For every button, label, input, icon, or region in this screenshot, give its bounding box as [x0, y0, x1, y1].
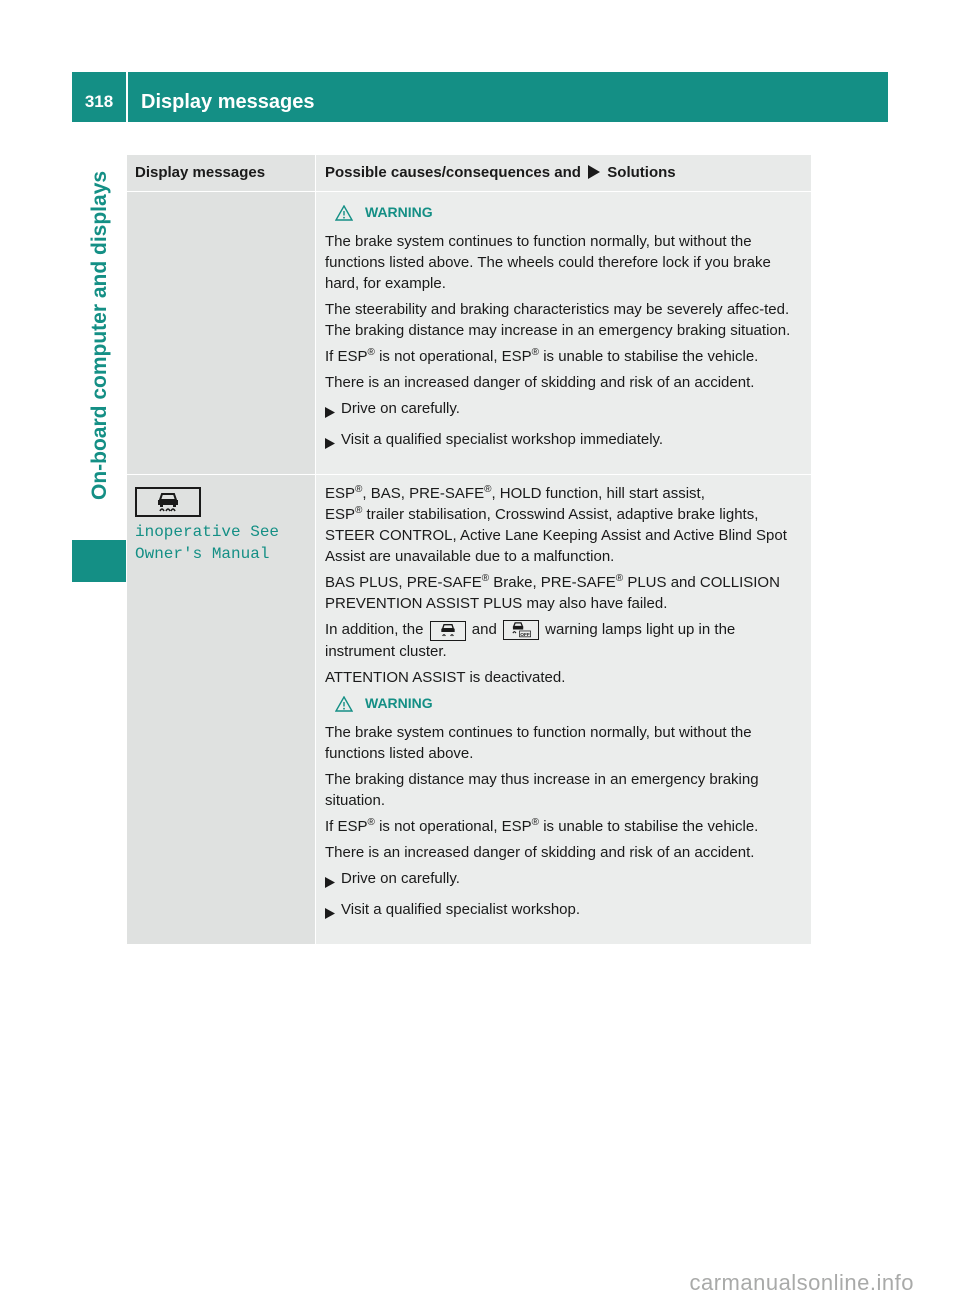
action-text: Drive on carefully. [341, 870, 460, 887]
action-item [325, 899, 803, 925]
registered-mark: ® [367, 817, 375, 828]
display-messages-table [127, 155, 811, 944]
text-fragment: is not operational, ESP [374, 818, 532, 835]
warning-triangle-icon [335, 696, 353, 712]
action-item [325, 868, 803, 894]
text-fragment: Brake, PRE-SAFE [489, 574, 616, 591]
header-divider [126, 72, 128, 122]
action-arrow-icon [325, 429, 341, 455]
text-fragment: In addition, the [325, 621, 424, 638]
registered-mark: ® [615, 573, 624, 584]
text-fragment: and [471, 621, 497, 638]
text-fragment: BAS PLUS, PRE-SAFE [325, 574, 482, 591]
action-arrow-icon [325, 868, 341, 894]
paragraph: ATTENTION ASSIST is deactivated. [325, 669, 566, 686]
text-fragment: is unable to stabilise the vehicle. [539, 348, 759, 365]
table-row [127, 474, 811, 944]
text-fragment: warning lamps light up in the instrument cluster. [325, 621, 736, 660]
registered-mark: ® [481, 573, 490, 584]
text-fragment: is not operational, ESP [374, 348, 532, 365]
display-message-cell [127, 192, 315, 474]
solution-arrow-icon [587, 165, 601, 179]
side-tab-label: On-board computer and displays [88, 170, 111, 500]
paragraph [325, 483, 803, 567]
display-message-line: Owner's Manual [135, 545, 270, 563]
side-tab-marker [72, 540, 126, 582]
paragraph: The steerability and braking characteristics may be severely affec-ted. The braking distance may increase in an emergency braking situation. [325, 301, 791, 339]
text-fragment: , BAS, PRE-SAFE [362, 485, 485, 502]
registered-mark: ® [355, 505, 363, 516]
display-message-cell [127, 475, 315, 944]
paragraph: There is an increased danger of skidding and risk of an accident. [325, 844, 755, 861]
text-fragment: ESP [325, 485, 356, 502]
action-text: Drive on carefully. [341, 400, 460, 417]
registered-mark: ® [531, 347, 540, 358]
watermark: carmanualsonline.info [689, 1270, 914, 1295]
action-text: Visit a qualified specialist workshop. [341, 901, 581, 918]
action-arrow-icon [325, 899, 341, 925]
paragraph [325, 346, 803, 367]
action-arrow-icon [325, 398, 341, 424]
text-fragment: ESP [325, 506, 356, 523]
causes-cell [315, 475, 811, 944]
text-fragment: trailer stabilisation, Crosswind Assist, adaptive brake lights, STEER CONTROL, Active Lane Keeping Assist and Active Blind Spot Assist are unavailable due to a malfunction. [325, 506, 787, 565]
paragraph [325, 619, 803, 662]
paragraph: The braking distance may thus increase in an emergency braking situation. [325, 771, 759, 809]
text-fragment: PLUS and COLLISION PREVENTION ASSIST PLUS may also have failed. [325, 574, 780, 612]
text-fragment: If ESP [325, 818, 368, 835]
warning-label: WARNING [365, 695, 433, 711]
column-header-causes-text: Possible causes/consequences and [325, 164, 581, 181]
registered-mark: ® [355, 484, 363, 495]
column-header-causes [315, 155, 811, 191]
page-title: Display messages [141, 91, 315, 113]
warning-heading [325, 693, 803, 714]
paragraph: The brake system continues to function normally, but without the functions listed above. [325, 724, 752, 762]
warning-triangle-icon [335, 205, 353, 221]
text-fragment: is unable to stabilise the vehicle. [539, 818, 759, 835]
warning-heading [325, 202, 803, 223]
causes-cell [315, 192, 811, 474]
column-header-solutions-text: Solutions [607, 164, 676, 181]
action-text: Visit a qualified specialist workshop immediately. [341, 431, 664, 448]
warning-label: WARNING [365, 204, 433, 220]
paragraph [325, 572, 803, 614]
text-fragment: , HOLD function, hill start assist, [491, 485, 705, 502]
svg-text:OFF: OFF [520, 632, 530, 638]
display-message-line: inoperative See [135, 523, 280, 541]
paragraph: There is an increased danger of skidding and risk of an accident. [325, 374, 755, 391]
esp-warning-icon [135, 487, 201, 517]
action-item [325, 429, 803, 455]
registered-mark: ® [531, 817, 540, 828]
esp-off-lamp-icon [503, 620, 539, 640]
action-item [325, 398, 803, 424]
column-header-display: Display messages [127, 155, 315, 191]
registered-mark: ® [367, 347, 375, 358]
page-number: 318 [84, 92, 114, 111]
table-header [127, 155, 811, 191]
registered-mark: ® [484, 484, 492, 495]
paragraph [325, 816, 803, 837]
page-header [72, 72, 888, 122]
esp-lamp-icon [430, 621, 466, 641]
paragraph: The brake system continues to function normally, but without the functions listed above. The wheels could therefore lock if you brake hard, for example. [325, 233, 771, 292]
text-fragment: If ESP [325, 348, 368, 365]
table-row [127, 191, 811, 474]
